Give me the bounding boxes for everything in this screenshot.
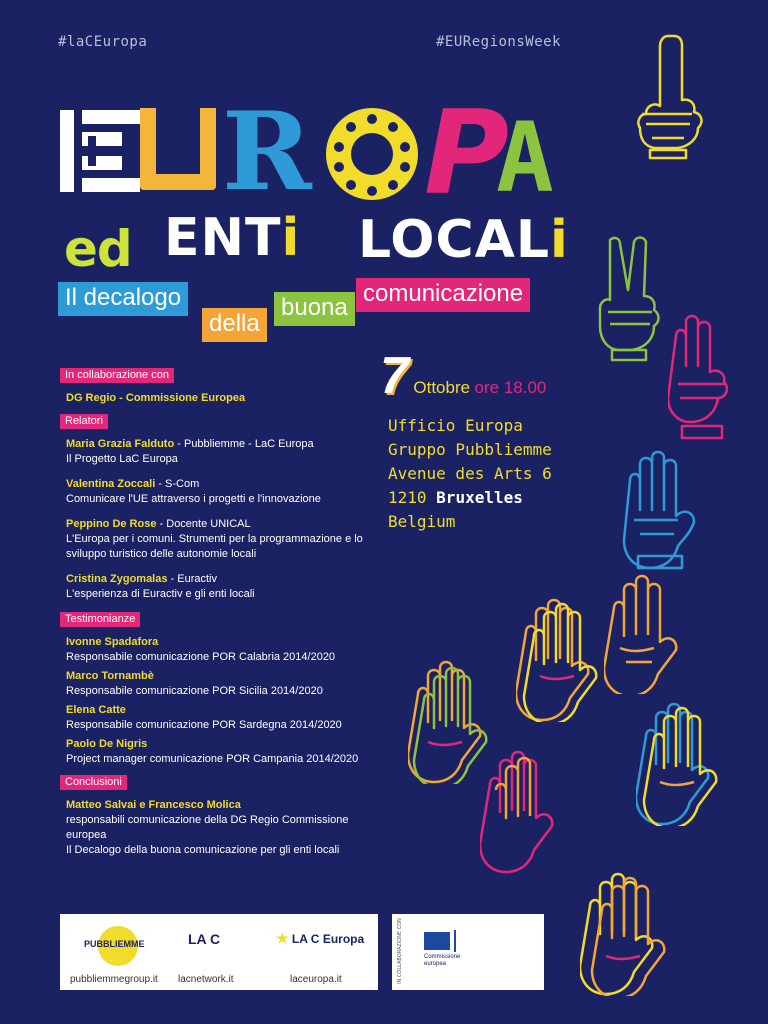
- conclusion-name: Matteo Salvai e Francesco Molica: [66, 799, 241, 811]
- hand-two-fingers-icon: [596, 232, 666, 362]
- speaker: [66, 477, 390, 507]
- hand-open-bottom-icon: [580, 866, 690, 996]
- section-collaborazione: [60, 368, 390, 406]
- tag-della: della: [202, 308, 267, 342]
- section-label: Relatori: [60, 414, 108, 429]
- tag-buona: buona: [274, 292, 355, 326]
- subtitle-enti: ENTi: [164, 208, 301, 268]
- tag-comunicazione: comunicazione: [356, 278, 530, 312]
- speaker-role: - Euractiv: [167, 573, 217, 585]
- event-month: Ottobre: [413, 378, 471, 397]
- speaker-desc: L'esperienza di Euractiv e gli enti locali: [66, 588, 255, 600]
- conclusion-desc: responsabili comunicazione della DG Regio Commissione europea: [66, 814, 349, 841]
- title-letter-u: [140, 108, 216, 190]
- title-letter-p: P: [424, 86, 510, 221]
- hand-one-finger-icon: [630, 30, 710, 160]
- title-letter-o: [326, 108, 418, 200]
- section-conclusioni: [60, 775, 390, 858]
- collab-value: DG Regio - Commissione Europea: [66, 392, 246, 404]
- speaker-desc: Il Progetto LaC Europa: [66, 453, 178, 465]
- testimonial: [66, 703, 390, 733]
- event-time: ore 18.00: [474, 378, 547, 397]
- speaker-role: - S-Com: [155, 478, 200, 490]
- section-label: In collaborazione con: [60, 368, 174, 383]
- speaker-desc: Comunicare l'UE attraverso i progetti e l'innovazione: [66, 493, 321, 505]
- lac-europa-prefix: LA C: [291, 932, 320, 946]
- place-line: [388, 486, 552, 510]
- logo-strip-commission: [392, 914, 544, 990]
- title-letter-r: R: [222, 89, 312, 215]
- speaker-name: Maria Grazia Falduto: [66, 438, 175, 450]
- lac-wordmark: LA C: [188, 930, 221, 947]
- commission-name-1: Commissione: [424, 954, 461, 960]
- testimonial-name: Paolo De Nigris: [66, 738, 148, 750]
- european-commission-logo: [424, 928, 508, 968]
- speaker-name: Peppino De Rose: [66, 518, 157, 530]
- program: [60, 368, 390, 868]
- subtitle-locali: LOCALi: [358, 210, 569, 270]
- hand-four-fingers-icon: [620, 450, 710, 570]
- collab-vertical-label: IN COLLABORAZIONE CON: [397, 918, 403, 984]
- event-date: [380, 346, 546, 406]
- eu-flag-icon: [424, 932, 450, 950]
- hashtag-euregionsweek: #EURegionsWeek: [436, 34, 562, 50]
- testimonial: [66, 669, 390, 699]
- hand-three-fingers-icon: [668, 314, 742, 444]
- testimonial: [66, 635, 390, 665]
- place-line: Avenue des Arts 6: [388, 464, 552, 483]
- place-city: Bruxelles: [436, 488, 523, 507]
- lac-europa-word: Europa: [322, 932, 365, 946]
- section-testimonianze: [60, 612, 390, 767]
- hand-open-pink-icon: [480, 744, 580, 874]
- lac-logo: [188, 930, 220, 948]
- hashtag-laceuropa: #laCEuropa: [58, 34, 148, 50]
- pubbliemme-logo: [80, 926, 160, 966]
- testimonial-desc: Responsabile comunicazione POR Sardegna 2014/2020: [66, 719, 342, 731]
- speaker: [66, 572, 390, 602]
- logo-strip-partners: [60, 914, 378, 990]
- lac-europa-logo: [276, 930, 364, 947]
- speaker-role: - Pubbliemme - LaC Europa: [174, 438, 314, 450]
- title-letter-e: [60, 110, 142, 192]
- conclusion-desc: Il Decalogo della buona comunicazione per gli enti locali: [66, 844, 340, 856]
- testimonial-desc: Project manager comunicazione POR Campania 2014/2020: [66, 753, 359, 765]
- event-place: [388, 414, 552, 534]
- speaker-desc: L'Europa per i comuni. Strumenti per la programmazione e lo sviluppo turistico delle autonomie locali: [66, 533, 363, 560]
- title-letter-a: A: [496, 102, 554, 214]
- speaker-name: Cristina Zygomalas: [66, 573, 168, 585]
- hand-open-multicolor-icon: [516, 592, 616, 722]
- place-postcode: 1210: [388, 488, 427, 507]
- place-line: Belgium: [388, 512, 456, 531]
- hand-open-orange-icon: [604, 574, 704, 694]
- testimonial: [66, 737, 390, 767]
- speaker-role: - Docente UNICAL: [156, 518, 251, 530]
- conclusion: [66, 798, 390, 858]
- pubbliemme-url: pubbliemmegroup.it: [70, 974, 158, 985]
- place-line: Ufficio Europa: [388, 416, 523, 435]
- testimonial-desc: Responsabile comunicazione POR Calabria 2014/2020: [66, 651, 336, 663]
- commission-name-2: europea: [424, 961, 447, 967]
- laceuropa-url: laceuropa.it: [290, 974, 342, 985]
- hand-open-blue-icon: [636, 696, 736, 826]
- place-line: Gruppo Pubbliemme: [388, 440, 552, 459]
- tag-il-decalogo: Il decalogo: [58, 282, 188, 316]
- subtitle-ed: ed: [64, 220, 132, 278]
- eu-stars-icon: ★: [276, 930, 289, 946]
- testimonial-name: Marco Tornambè: [66, 670, 154, 682]
- speaker: [66, 437, 390, 467]
- testimonial-name: Elena Catte: [66, 704, 126, 716]
- event-day: 7: [380, 347, 409, 405]
- section-relatori: [60, 414, 390, 602]
- testimonial-desc: Responsabile comunicazione POR Sicilia 2014/2020: [66, 685, 323, 697]
- testimonial-name: Ivonne Spadafora: [66, 636, 159, 648]
- speaker-name: Valentina Zoccali: [66, 478, 156, 490]
- pubbliemme-wordmark: PUBBLIEMME: [84, 939, 145, 949]
- section-label: Conclusioni: [60, 775, 127, 790]
- lac-url: lacnetwork.it: [178, 974, 234, 985]
- speaker: [66, 517, 390, 562]
- section-label: Testimonianze: [60, 612, 140, 627]
